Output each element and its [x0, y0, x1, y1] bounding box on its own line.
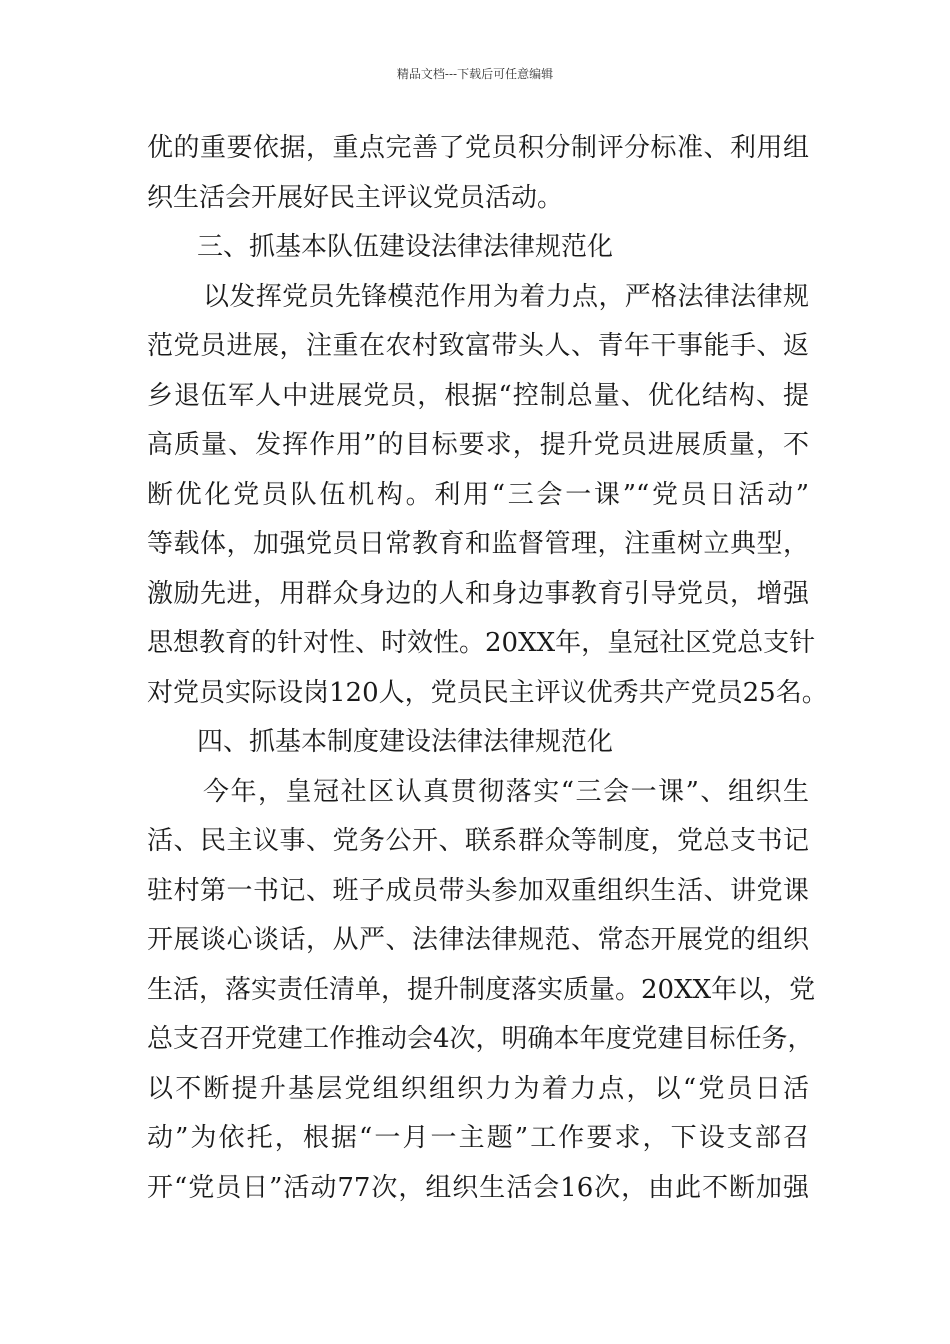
- page-header: 精品文档---下载后可任意编辑: [396, 67, 554, 81]
- body-line: 范党员进展，注重在农村致富带头人、青年干事能手、返: [147, 331, 809, 361]
- body-line: 生活，落实责任清单，提升制度落实质量。20XX年以，党: [147, 974, 816, 1005]
- body-line: 驻村第一书记、班子成员带头参加双重组织生活、讲党课: [147, 875, 809, 906]
- body-line: 断优化党员队伍机构。利用“三会一课”“党员日活动”: [147, 479, 809, 510]
- section-heading: 三、抓基本队伍建设法律法律规范化: [197, 232, 614, 262]
- body-line: 思想教育的针对性、时效性。20XX年，皇冠社区党总支针: [147, 628, 816, 658]
- body-line: 以不断提升基层党组织组织力为着力点，以“党员日活: [147, 1073, 809, 1104]
- paragraph-first-line: 今年，皇冠社区认真贯彻落实“三会一课”、组织生: [203, 776, 809, 807]
- section-heading: 四、抓基本制度建设法律法律规范化: [197, 727, 614, 757]
- paragraph-first-line: 以发挥党员先锋模范作用为着力点，严格法律法律规: [203, 281, 809, 312]
- body-line: 优的重要依据，重点完善了党员积分制评分标准、利用组: [147, 133, 809, 163]
- document-body: [147, 124, 828, 1213]
- body-line: 活、民主议事、党务公开、联系群众等制度，党总支书记: [147, 826, 809, 856]
- body-line: 织生活会开展好民主评议党员活动。: [147, 182, 564, 213]
- body-line: 动”为依托，根据“一月一主题”工作要求，下设支部召: [147, 1123, 809, 1153]
- body-line: 总支召开党建工作推动会4次，明确本年度党建目标任务，: [147, 1024, 814, 1054]
- body-line: 激励先进，用群众身边的人和身边事教育引导党员，增强: [147, 578, 809, 609]
- body-line: 等载体，加强党员日常教育和监督管理，注重树立典型，: [147, 529, 809, 559]
- body-line: 对党员实际设岗120人，党员民主评议优秀共产党员25名。: [147, 677, 828, 708]
- body-line: 乡退伍军人中进展党员，根据“控制总量、优化结构、提: [147, 380, 809, 411]
- body-line: 开展谈心谈话，从严、法律法律规范、常态开展党的组织: [147, 925, 809, 955]
- body-line: 开“党员日”活动77次，组织生活会16次，由此不断加强: [147, 1172, 809, 1203]
- body-line: 高质量、发挥作用”的目标要求，提升党员进展质量，不: [147, 430, 809, 460]
